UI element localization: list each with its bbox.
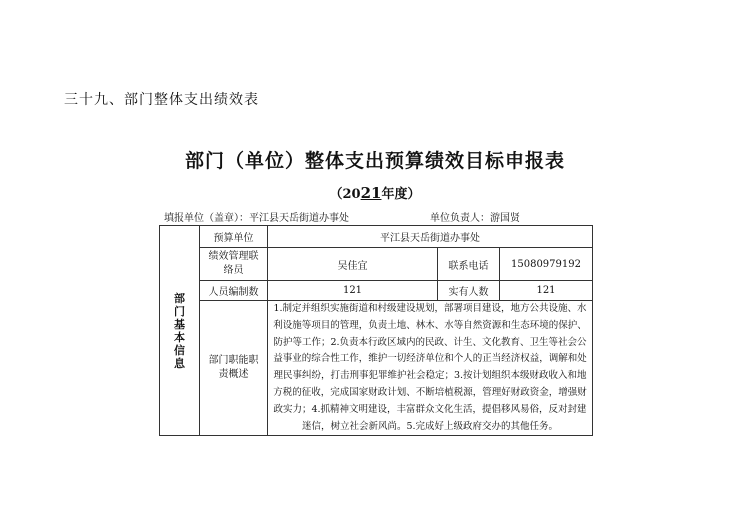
year-line [0,183,750,202]
table-row [160,281,593,301]
section-heading: 三十九、部门整体支出绩效表 [64,92,259,108]
side-header-cell [160,226,200,436]
table-row [160,301,593,436]
staff-quota-label: 人员编制数 [200,281,268,301]
duties-text: 1.制定并组织实施街道和村级建设规划，部署项目建设，地方公共设施、水利设施等项目的管理，负责土地、林木、水等自然资源和生态环境的保护、防护等工作；2.负责本行政区域内的民政、计生、文化教育、卫生等社会公益事业的综合性工作，维护一切经济单位和个人的正当经济权益，调解和处理民事纠纷，打击刑事犯罪维护社会稳定；3.按计划组织本级财政收入和地方税的征收，完成国家财政计划、不断培植税源，管理好财政资金，增强财政实力；4.抓精神文明建设，丰富群众文化生活，提倡移风易俗，反对封建迷信，树立社会新风尚。5.完成好上级政府交办的其他任务。 [268,301,593,436]
staff-quota-value: 121 [268,281,438,301]
duties-label: 部门职能职责概述 [200,301,268,436]
filler-info [164,209,644,224]
actual-count-value: 121 [500,281,593,301]
contact-name: 吴佳宜 [268,248,438,281]
phone-value: 15080979192 [500,248,593,281]
year-suffix: 年度） [381,187,421,202]
page-title: 部门（单位）整体支出预算绩效目标申报表 [184,150,565,172]
table-row [160,226,593,248]
table-row [160,248,593,281]
actual-count-label: 实有人数 [438,281,500,301]
year-digits: 21 [360,184,382,202]
contact-label: 绩效管理联络员 [200,248,268,281]
filling-unit-label: 填报单位（盖章）：平江县天岳街道办事处 [164,213,349,224]
budget-unit-value: 平江县天岳街道办事处 [268,226,593,248]
budget-unit-label: 预算单位 [200,226,268,248]
year-prefix: （20 [329,187,361,202]
phone-label: 联系电话 [438,248,500,281]
side-header: 部门基本信息 [174,291,185,370]
responsible-person-label: 单位负责人：游国贤 [430,213,520,224]
budget-info-table [159,225,593,436]
